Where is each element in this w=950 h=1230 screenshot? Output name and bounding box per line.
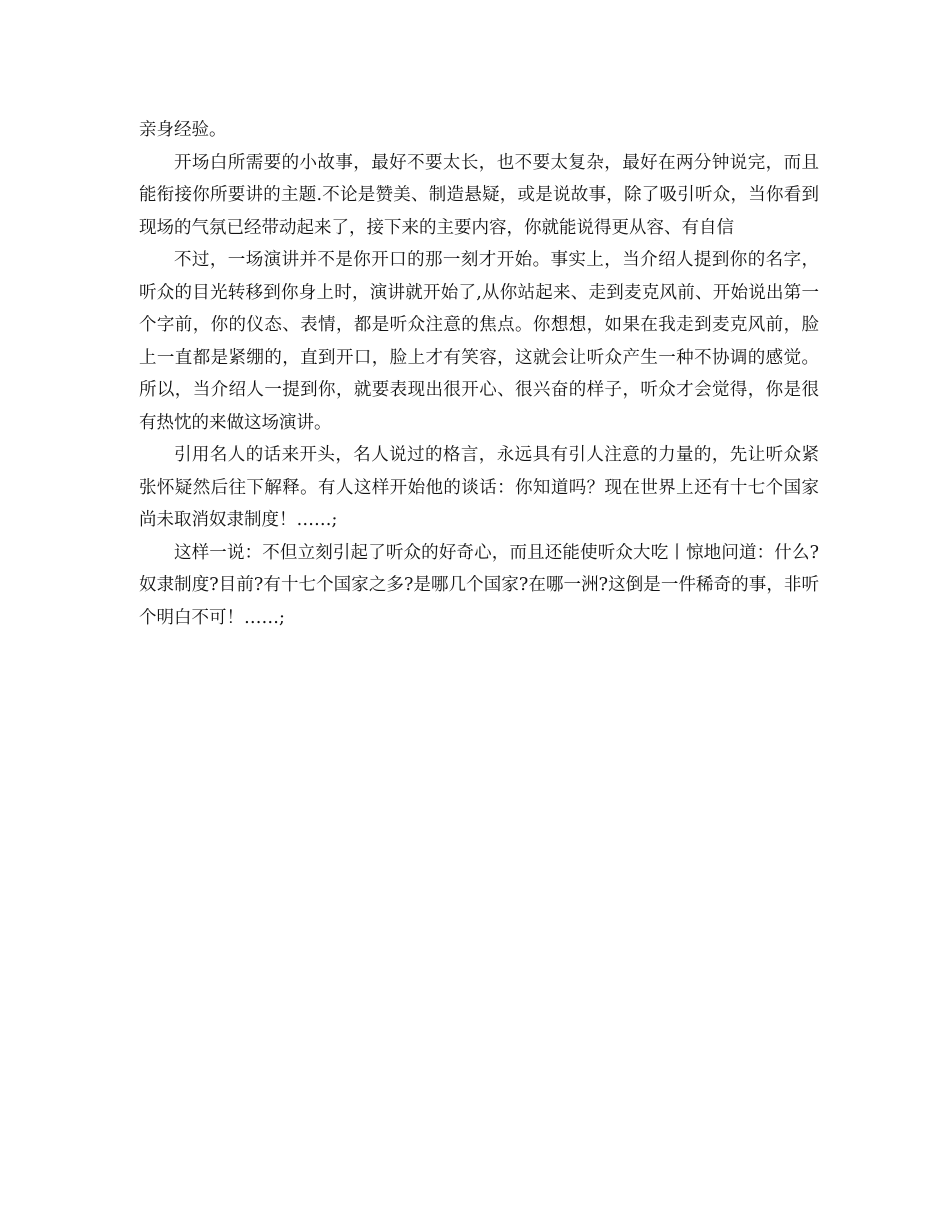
paragraph-4: 引用名人的话来开头，名人说过的格言，永远具有引人注意的力量的，先让听众紧张怀疑然后往下解释。有人这样开始他的谈话：你知道吗？现在世界上还有十七个国家尚未取消奴隶制度！……; xyxy=(139,445,819,530)
document-body xyxy=(139,114,819,634)
paragraph-5: 这样一说：不但立刻引起了听众的好奇心，而且还能使听众大吃丨惊地问道：什么?奴隶制度?目前?有十七个国家之多?是哪几个国家?在哪一洲?这倒是一件稀奇的事，非听个明白不可！……; xyxy=(139,542,819,628)
paragraph-1: 亲身经验。 xyxy=(139,120,227,140)
paragraph-2: 开场白所需要的小故事，最好不要太长，也不要太复杂，最好在两分钟说完，而且能衔接你所要讲的主题.不论是赞美、制造悬疑，或是说故事，除了吸引听众，当你看到现场的气氛已经带动起来了，接下来的主要内容，你就能说得更从容、有自信 xyxy=(139,152,819,238)
paragraph-3: 不过，一场演讲并不是你开口的那一刻才开始。事实上，当介绍人提到你的名字，听众的目光转移到你身上时，演讲就开始了,从你站起来、走到麦克风前、开始说出第一个字前，你的仪态、表情，都是听众注意的焦点。你想想，如果在我走到麦克风前，脸上一直都是紧绷的，直到开口，脸上才有笑容，这就会让听众产生一种不协调的感觉。所以，当介绍人一提到你，就要表现出很开心、很兴奋的样子，听众才会觉得，你是很有热忱的来做这场演讲。 xyxy=(139,250,819,433)
